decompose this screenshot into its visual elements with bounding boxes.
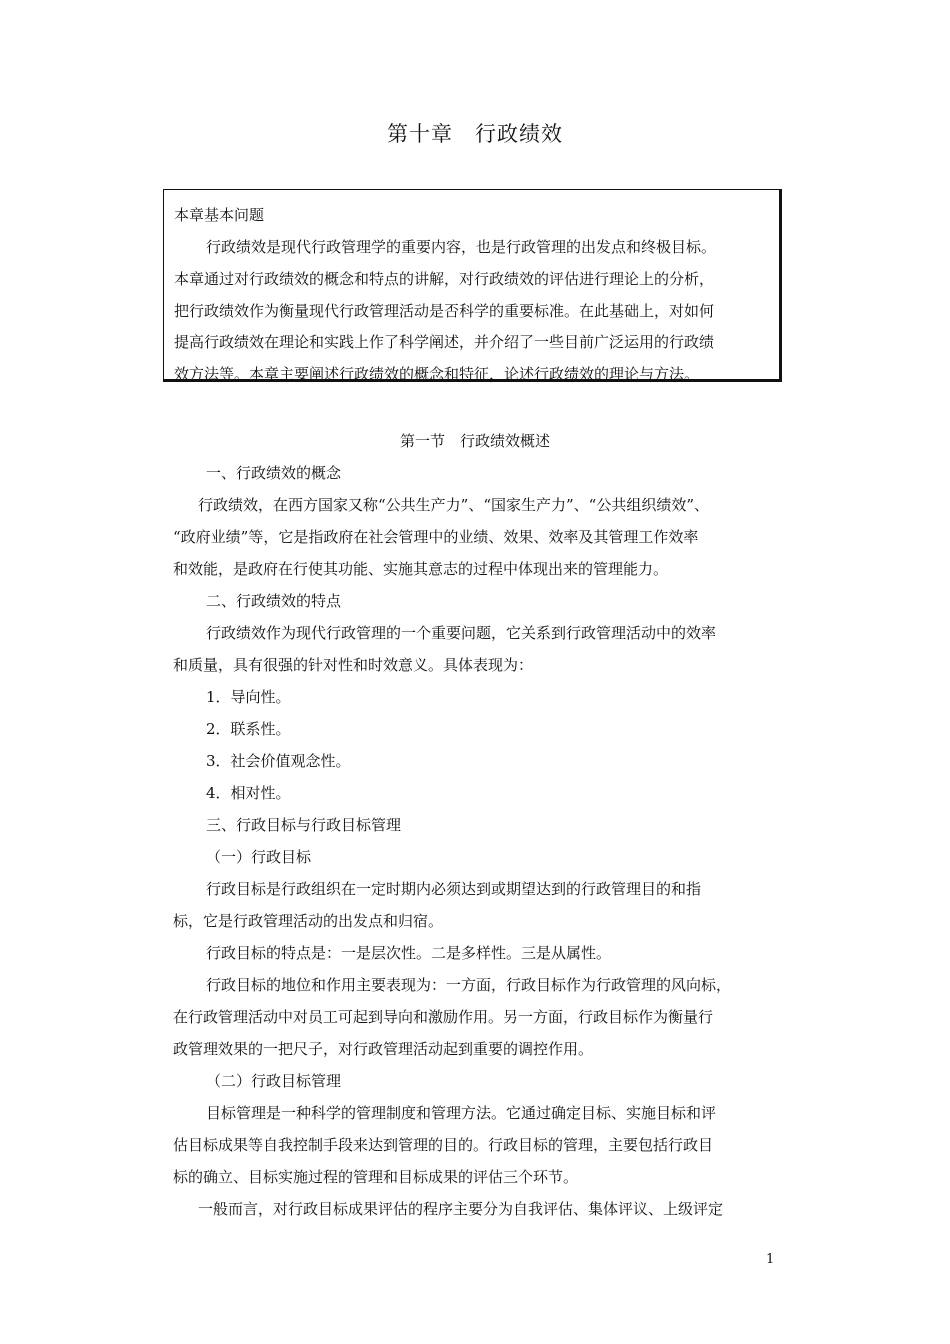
paragraph-line: 行政目标的地位和作用主要表现为：一方面，行政目标作为行政管理的风向标， (206, 976, 732, 994)
heading-concept: 一、行政绩效的概念 (206, 464, 342, 482)
summary-line: 把行政绩效作为衡量现代行政管理活动是否科学的重要标准。在此基础上，对如何 (174, 302, 715, 320)
heading-features: 二、行政绩效的特点 (206, 592, 342, 610)
paragraph-line: 行政目标的特点是：一是层次性。二是多样性。三是从属性。 (206, 944, 612, 962)
heading-goals: 三、行政目标与行政目标管理 (206, 816, 402, 834)
summary-line: 提高行政绩效在理论和实践上作了科学阐述，并介绍了一些目前广泛运用的行政绩 (174, 333, 715, 351)
paragraph-line: 行政目标是行政组织在一定时期内必须达到或期望达到的行政管理目的和指 (206, 880, 702, 898)
summary-line: 本章通过对行政绩效的概念和特点的讲解，对行政绩效的评估进行理论上的分析， (174, 270, 715, 288)
summary-line: 效方法等。本章主要阐述行政绩效的概念和特征，论述行政绩效的理论与方法。 (174, 365, 700, 383)
summary-line: 行政绩效是现代行政管理学的重要内容，也是行政管理的出发点和终极目标。 (206, 238, 717, 256)
paragraph-line: 估目标成果等自我控制手段来达到管理的目的。行政目标的管理，主要包括行政目 (173, 1136, 714, 1154)
paragraph-line: 一般而言，对行政目标成果评估的程序主要分为自我评估、集体评议、上级评定 (198, 1200, 724, 1218)
paragraph-line: 目标管理是一种科学的管理制度和管理方法。它通过确定目标、实施目标和评 (206, 1104, 717, 1122)
list-item: 3．社会价值观念性。 (206, 752, 351, 770)
chapter-title: 第十章 行政绩效 (387, 122, 563, 146)
paragraph-line: 在行政管理活动中对员工可起到导向和激励作用。另一方面，行政目标作为衡量行 (173, 1008, 714, 1026)
summary-box (163, 189, 782, 382)
list-item: 2．联系性。 (206, 720, 291, 738)
subheading-goal-management: （二）行政目标管理 (206, 1072, 342, 1090)
paragraph-line: 政管理效果的一把尺子，对行政管理活动起到重要的调控作用。 (173, 1040, 594, 1058)
paragraph-line: 和质量，具有很强的针对性和时效意义。具体表现为： (173, 656, 534, 674)
paragraph-line: 标的确立、目标实施过程的管理和目标成果的评估三个环节。 (173, 1168, 579, 1186)
paragraph-line: “政府业绩”等，它是指政府在社会管理中的业绩、效果、效率及其管理工作效率 (173, 528, 699, 546)
paragraph-line: 行政绩效作为现代行政管理的一个重要问题，它关系到行政管理活动中的效率 (206, 624, 717, 642)
list-item: 1．导向性。 (206, 688, 291, 706)
paragraph-line: 标，它是行政管理活动的出发点和归宿。 (173, 912, 444, 930)
subheading-admin-goal: （一）行政目标 (206, 848, 312, 866)
paragraph-line: 和效能，是政府在行使其功能、实施其意志的过程中体现出来的管理能力。 (173, 560, 669, 578)
page-number: 1 (766, 1252, 775, 1267)
section-title: 第一节 行政绩效概述 (399, 432, 550, 450)
paragraph-line: 行政绩效，在西方国家又称“公共生产力”、“国家生产力”、“公共组织绩效”、 (198, 496, 710, 514)
list-item: 4．相对性。 (206, 784, 291, 802)
summary-heading: 本章基本问题 (174, 206, 265, 224)
